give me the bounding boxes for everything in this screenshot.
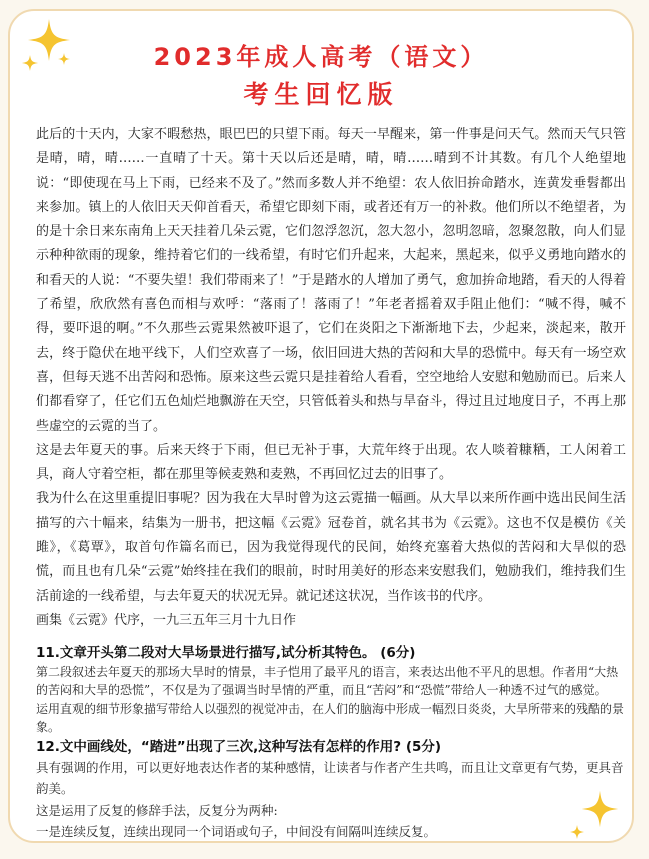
question-12: 12.文中画线处，“踏进”出现了三次,这种写法有怎样的作用? (5分) bbox=[36, 738, 442, 755]
passage-paragraph: 这是去年夏天的事。后来天终于下雨，但已无补于事，大荒年终于出现。农人啖着糠粞，工人闲着工具，商人守着空柜，都在那里等候麦熟和麦熟，不再回忆过去的旧事了。 bbox=[36, 442, 626, 483]
answer-text: 具有强调的作用，可以更好地表达作者的某种感情，让读者与作者产生共鸣，而且让文章更有气势，更具音韵美。 bbox=[36, 759, 624, 797]
answer-text: 一是连续反复，连续出现同一个词语或句子，中间没有间隔叫连续反复。 bbox=[36, 824, 437, 840]
page-title: 2023年成人高考（语文） bbox=[153, 43, 489, 71]
passage-paragraph: 此后的十天内，大家不暇愁热，眼巴巴的只望下雨。每天一早醒来，第一件事是问天气。然而天气只管是晴，晴，晴……一直晴了十天。第十天以后还是晴，晴，晴……晴到不计其数。有几个人绝望地说：“即使现在马上下雨，已经来不及了。”然而多数人并不绝望：农人依旧拚命踏水，连黄发垂髫都出来参加。镇上的人依旧天天仰首看天，希望它即刻下雨，或者还有万一的补救。他们所以不绝望者，为的是十余日来东南角上天天挂着几朵云霓，它们忽浮忽沉，忽大忽小，忽明忽暗，忽聚忽散，向人们显示种种欲雨的现象，维持着它们的一线希望，有时它们升起来，大起来，黑起来，似乎义勇地向踏水的和看天的人说：“不要失望！我们带雨来了！”于是踏水的人增加了勇气，愈加拚命地踏，看天的人得着了希望，欣欣然有喜色而相与欢呼：“落雨了！落雨了！”年老者摇着双手阻止他们：“喊不得，喊不得，要吓退的啊。”不久那些云霓果然被吓退了，它们在炎阳之下渐渐地下去，少起来，淡起来，散开去，终于隐伏在地平线下，人们空欢喜了一场，依旧回进大热的苦闷和大旱的恐慌中。每天有一场空欢喜，但每天逃不出苦闷和恐怖。原来这些云霓只是挂着给人看看，空空地给人安慰和勉励而已。后来人们都看穿了，任它们五色灿烂地飘游在天空，只管低着头和热与旱奋斗，得过且过地度日子，不再上那些虚空的云霓的当了。 bbox=[36, 127, 626, 434]
answer-text: 运用直观的细节形象描写带给人以强烈的视觉冲击，在人们的脑海中形成一幅烈日炎炎，大旱所带来的残酷的景象。 bbox=[36, 701, 625, 735]
passage-signature: 画集《云霓》代序，一九三五年三月十九日作 bbox=[36, 612, 297, 628]
content-card bbox=[8, 9, 634, 843]
question-11: 11.文章开头第二段对大旱场景进行描写,试分析其特色。 (6分) bbox=[36, 644, 416, 661]
answer-text: 这是运用了反复的修辞手法，反复分为两种: bbox=[36, 802, 278, 818]
answer-text: 第二段叙述去年夏天的那场大旱时的情景，丰子恺用了最平凡的语言，来表达出他不平凡的思想。作者用“大热的苦闷和大旱的恐慌”，不仅是为了强调当时旱情的严重，而且“苦闷”和“恐慌”带给人一种透不过气的感觉。 bbox=[36, 664, 619, 698]
passage-paragraph: 我为什么在这里重提旧事呢？因为我在大旱时曾为这云霓描一幅画。从大旱以来所作画中选出民间生活描写的六十幅来，结集为一册书，把这幅《云霓》冠卷首，就名其书为《云霓》。这也不仅是模仿《关雎》，《葛覃》，取首句作篇名而已，因为我觉得现代的民间，始终充塞着大热似的苦闷和大旱似的恐慌，而且也有几朵“云霓”始终挂在我们的眼前，时时用美好的形态来安慰我们，勉励我们，维持我们生活前途的一线希望，与去年夏天的状况无异。就记述这状况，当作该书的代序。 bbox=[36, 491, 626, 604]
page-subtitle: 考生回忆版 bbox=[243, 80, 399, 109]
article-body bbox=[36, 123, 626, 843]
